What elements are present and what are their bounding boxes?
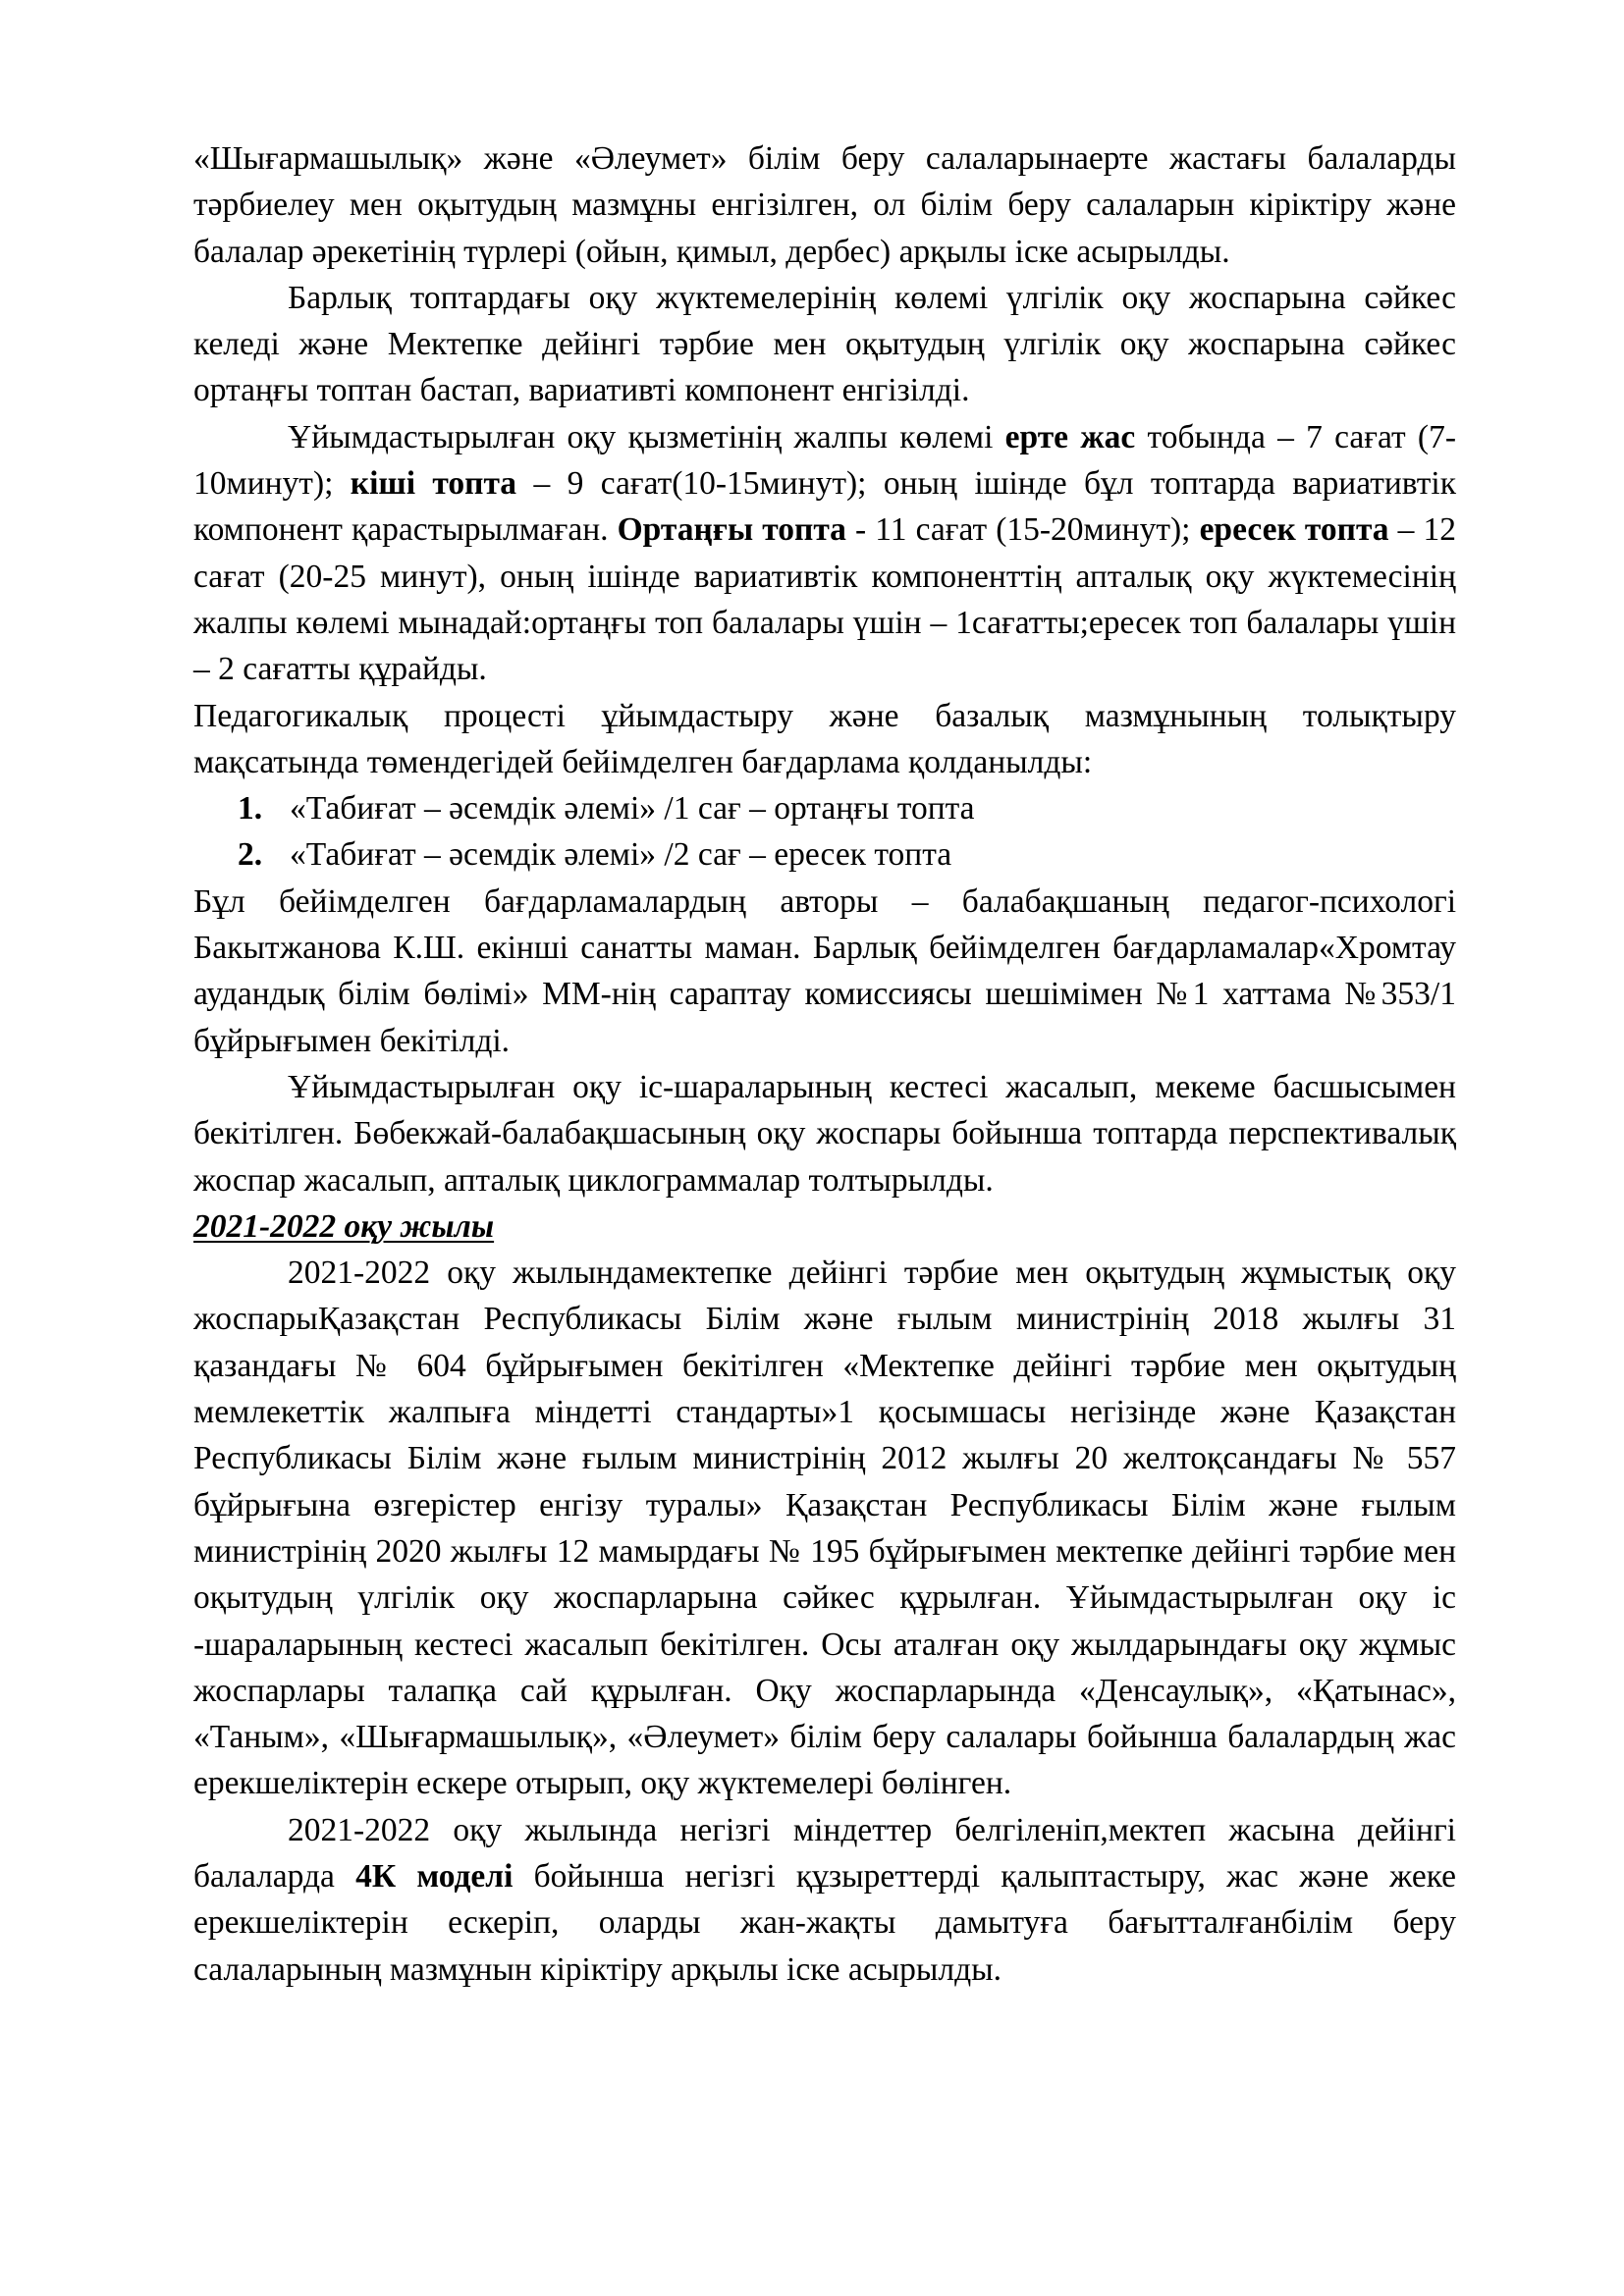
paragraph-study-load: Барлық топтардағы оқу жүктемелерінің көлемі үлгілік оқу жоспарына сәйкес келеді және Мектепке дейінгі тәрбие мен оқытудың үлгілік оқу жоспарына сәйкес ортаңғы топтан бастап, вариативті компонент енгізілді. (193, 279, 1456, 409)
bold-term-4k-model: 4К моделі (355, 1857, 514, 1895)
text-span: – 9 сағат(10-15минут); оның ішінде бұл топтарда вариативтік компонент қарастырылмаған. (193, 465, 1456, 549)
paragraph-main-tasks (193, 1807, 1456, 1993)
bold-term-senior-group: ересек топта (1199, 511, 1389, 549)
list-item (238, 785, 1456, 831)
section-heading-year: 2021-2022 оқу жылы (193, 1207, 495, 1245)
text-span: бойынша негізгі құзыреттерді қалыптастыру, жас және жеке ерекшеліктерін ескеріп, оларды жан-жақты дамытуға бағытталғанбілім беру салаларының мазмұнын кіріктіру арқылы іске асырылды. (193, 1857, 1457, 1988)
text-span: Ұйымдастырылған оқу қызметінің жалпы көлемі (288, 418, 1005, 455)
list-number: 2. (238, 836, 263, 874)
document-page (193, 135, 1456, 1993)
paragraph-program-author: Бұл бейімделген бағдарламалардың авторы – балабақшаның педагог-психологі Бакытжанова К.Ш. екінші санатты маман. Барлық бейімделген бағдарламалар«Хромтау аудандық білім бөлімі» ММ-нің сараптау комиссиясы шешімімен №1 хаттама №353/1 бұйрығымен бекітілді. (193, 882, 1456, 1059)
bold-term-middle-group: Ортаңғы топта (617, 511, 846, 549)
paragraph-education-areas: «Шығармашылық» және «Әлеумет» білім беру салаларынаерте жастағы балаларды тәрбиелеу мен оқытудың мазмұны енгізілген, ол білім беру салаларын кіріктіру және балалар әрекетінің түрлері (ойын, қимыл, дербес) арқылы іске асырылды. (193, 140, 1456, 270)
paragraph-adapted-program: Педагогикалық процесті ұйымдастыру және базалық мазмұнының толықтыру мақсатында төмендегідей бейімделген бағдарлама қолданылды: (193, 697, 1456, 780)
list-item (238, 831, 1456, 878)
text-span: тобында – 7 сағат (7-10минут); (193, 418, 1456, 503)
bold-term-junior-group: кіші топта (350, 465, 517, 503)
list-item-text: «Табиғат – әсемдік әлемі» /1 сағ – ортаңғы топта (290, 790, 975, 828)
program-list (193, 785, 1456, 879)
text-span: 2021-2022 оқу жылында негізгі міндеттер белгіленіп,мектеп жасына дейінгі балаларда (193, 1811, 1456, 1895)
list-item-text: «Табиғат – әсемдік әлемі» /2 сағ – ересек топта (290, 836, 952, 874)
text-span: – 12 сағат (20-25 минут), оның ішінде вариативтік компоненттің апталық оқу жүктемесінің жалпы көлемі мынадай:ортаңғы топ балалары үшін – 1сағатты;ересек топ балалары үшін – 2 сағатты құрайды. (193, 511, 1456, 688)
paragraph-schedule: Ұйымдастырылған оқу іс-шараларының кестесі жасалып, мекеме басшысымен бекітілген. Бөбекжай-балабақшасының оқу жоспары бойынша топтарда перспективалық жоспар жасалып, апталық циклограммалар толтырылды. (193, 1068, 1456, 1199)
list-number: 1. (238, 790, 263, 828)
text-span: - 11 сағат (15-20минут); (845, 511, 1200, 549)
bold-term-early-age: ерте жас (1004, 418, 1136, 455)
paragraph-total-volume (193, 414, 1456, 693)
paragraph-work-plan: 2021-2022 оқу жылындамектепке дейінгі тәрбие мен оқытудың жұмыстық оқу жоспарыҚазақстан Республикасы Білім және ғылым министрінің 2018 жылғы 31 қазандағы № 604 бұйрығымен бекітілген «Мектепке дейінгі тәрбие мен оқытудың мемлекеттік жалпыға міндетті стандарты»1 қосымшасы негізінде және Қазақстан Республикасы Білім және ғылым министрінің 2012 жылғы 20 желтоқсандағы № 557 бұйрығына өзгерістер енгізу туралы» Қазақстан Республикасы Білім және ғылым министрінің 2020 жылғы 12 мамырдағы № 195 бұйрығымен мектепке дейінгі тәрбие мен оқытудың үлгілік оқу жоспарларына сәйкес құрылған. Ұйымдастырылған оқу іс -шараларының кестесі жасалып бекітілген. Осы аталған оқу жылдарындағы оқу жұмыс жоспарлары талапқа сай құрылған. Оқу жоспарларында «Денсаулық», «Қатынас», «Таным», «Шығармашылық», «Әлеумет» білім беру салалары бойынша балалардың жас ерекшеліктерін ескере отырып, оқу жүктемелері бөлінген. (193, 1255, 1456, 1802)
